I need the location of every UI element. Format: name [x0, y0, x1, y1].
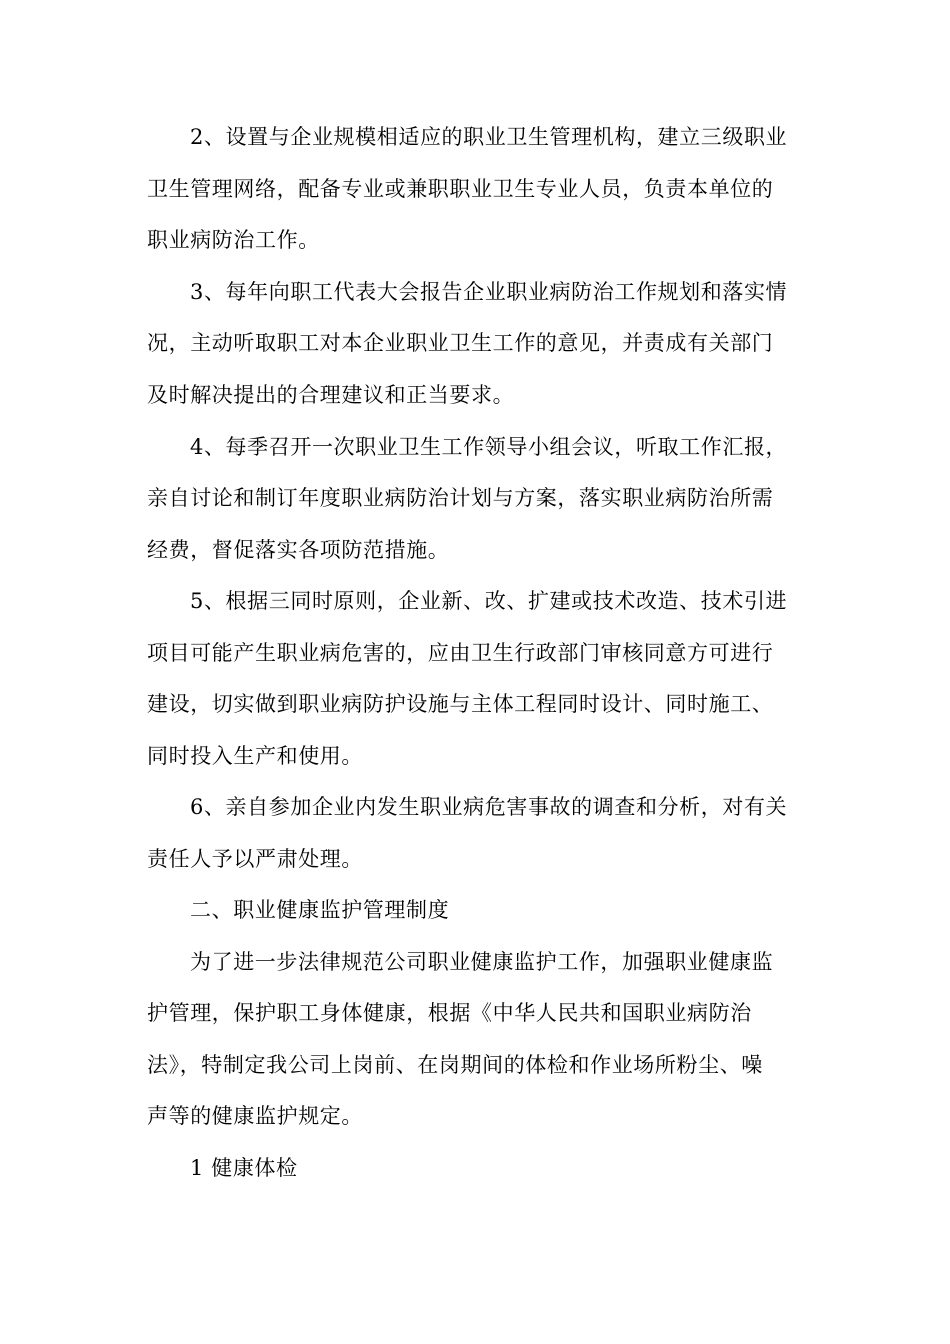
- paragraph-6-line-1: 6、亲自参加企业内发生职业病危害事故的调查和分析，对有关: [190, 795, 788, 819]
- paragraph-2-line-2: 卫生管理网络，配备专业或兼职职业卫生专业人员，负责本单位的: [147, 177, 774, 201]
- paragraph-4-line-1: 4、每季召开一次职业卫生工作领导小组会议，听取工作汇报，: [190, 435, 788, 459]
- paragraph-3-line-3: 及时解决提出的合理建议和正当要求。: [147, 383, 515, 407]
- paragraph-5-line-4: 同时投入生产和使用。: [147, 744, 363, 768]
- paragraph-5-line-3: 建设，切实做到职业病防护设施与主体工程同时设计、同时施工、: [147, 692, 774, 716]
- paragraph-5-line-2: 项目可能产生职业病危害的，应由卫生行政部门审核同意方可进行: [147, 641, 774, 665]
- paragraph-4-line-2: 亲自讨论和制订年度职业病防治计划与方案，落实职业病防治所需: [147, 486, 774, 510]
- intro-line-1: 为了进一步法律规范公司职业健康监护工作，加强职业健康监: [190, 950, 774, 974]
- subsection-heading: 1 健康体检: [190, 1156, 298, 1180]
- paragraph-2-line-3: 职业病防治工作。: [147, 228, 320, 252]
- paragraph-5-line-1: 5、根据三同时原则，企业新、改、扩建或技术改造、技术引进: [190, 589, 788, 613]
- paragraph-3-line-1: 3、每年向职工代表大会报告企业职业病防治工作规划和落实情: [190, 280, 788, 304]
- intro-line-4: 声等的健康监护规定。: [147, 1104, 363, 1128]
- section-heading: 二、职业健康监护管理制度: [190, 898, 450, 922]
- intro-line-3: 法》，特制定我公司上岗前、在岗期间的体检和作业场所粉尘、噪: [147, 1053, 763, 1077]
- paragraph-3-line-2: 况，主动听取职工对本企业职业卫生工作的意见，并责成有关部门: [147, 331, 774, 355]
- paragraph-4-line-3: 经费，督促落实各项防范措施。: [147, 538, 450, 562]
- paragraph-2-line-1: 2、设置与企业规模相适应的职业卫生管理机构，建立三级职业: [190, 125, 788, 149]
- intro-line-2: 护管理，保护职工身体健康，根据《中华人民共和国职业病防治: [147, 1001, 752, 1025]
- paragraph-6-line-2: 责任人予以严肃处理。: [147, 847, 363, 871]
